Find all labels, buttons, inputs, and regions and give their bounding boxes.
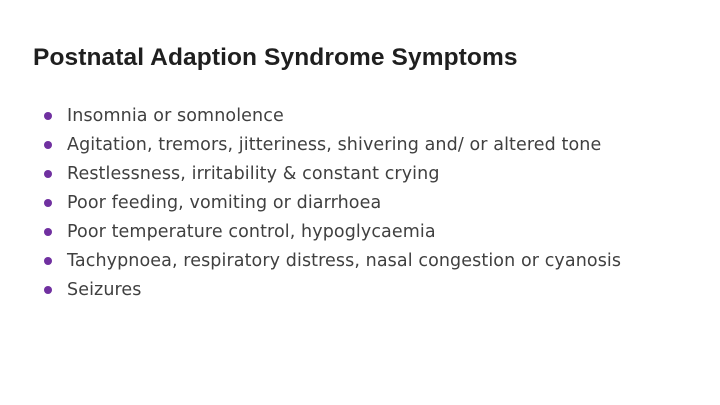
list-item bbox=[44, 101, 621, 130]
list-item bbox=[44, 159, 621, 188]
list-item bbox=[44, 188, 621, 217]
list-item bbox=[44, 217, 621, 246]
bullet-dot-icon bbox=[44, 257, 52, 265]
bullet-dot-icon bbox=[44, 170, 52, 178]
bullet-dot-icon bbox=[44, 286, 52, 294]
list-item bbox=[44, 275, 621, 304]
slide-title: Postnatal Adaption Syndrome Symptoms bbox=[33, 44, 518, 71]
list-item-text: Tachypnoea, respiratory distress, nasal congestion or cyanosis bbox=[67, 250, 622, 271]
list-item-text: Poor temperature control, hypoglycaemia bbox=[67, 221, 436, 242]
bullet-dot-icon bbox=[44, 228, 52, 236]
list-item bbox=[44, 246, 621, 275]
list-item-text: Agitation, tremors, jitteriness, shivering and/ or altered tone bbox=[67, 134, 602, 155]
bullet-dot-icon bbox=[44, 112, 52, 120]
list-item-text: Seizures bbox=[67, 279, 142, 300]
list-item-text: Insomnia or somnolence bbox=[67, 105, 284, 126]
bullet-dot-icon bbox=[44, 199, 52, 207]
bullet-dot-icon bbox=[44, 141, 52, 149]
symptom-list bbox=[44, 101, 621, 304]
list-item bbox=[44, 130, 621, 159]
list-item-text: Restlessness, irritability & constant crying bbox=[67, 163, 440, 184]
list-item-text: Poor feeding, vomiting or diarrhoea bbox=[67, 192, 382, 213]
